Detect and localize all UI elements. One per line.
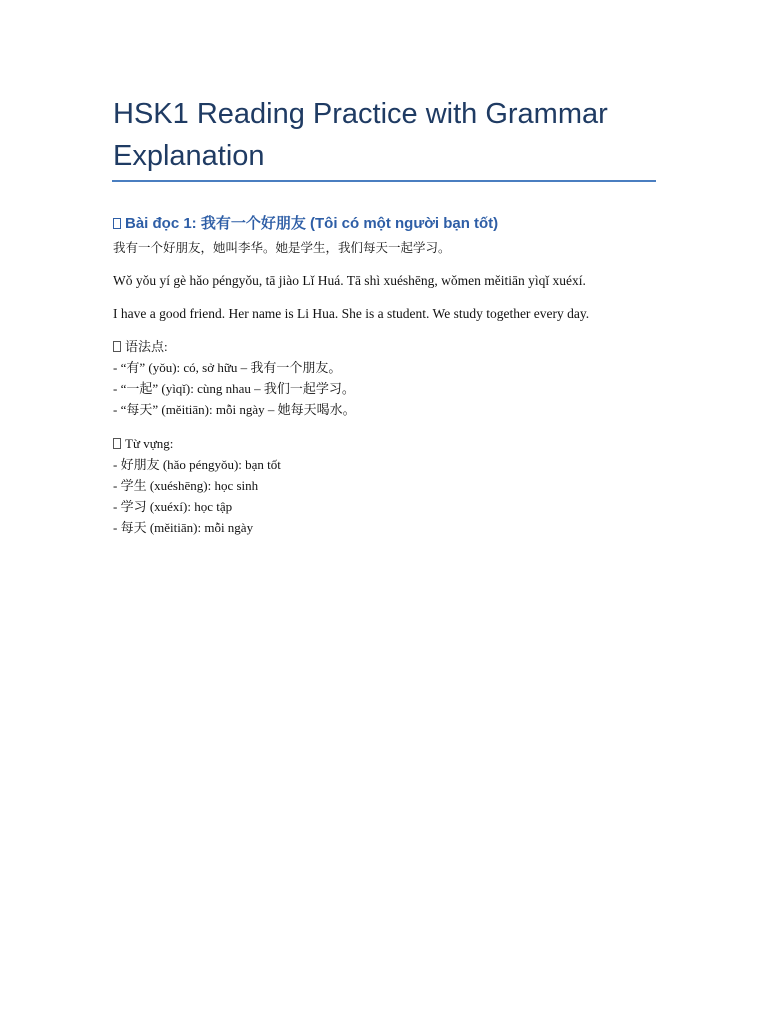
missing-glyph-icon — [113, 438, 121, 449]
vocabulary-label — [113, 433, 281, 454]
vocabulary-item: - 好朋友 (hǎo péngyǒu): bạn tốt — [113, 457, 281, 472]
grammar-label-text: 语法点: — [125, 339, 168, 354]
grammar-label — [113, 336, 356, 357]
grammar-item: - “一起” (yìqǐ): cùng nhau – 我们一起学习。 — [113, 381, 355, 396]
pinyin-text: Wǒ yǒu yí gè hǎo péngyǒu, tā jiào Lǐ Huá. Tā shì xuéshēng, wǒmen měitiān yìqǐ xuéxí. — [113, 273, 586, 288]
grammar-section — [113, 336, 356, 420]
title-underline — [112, 180, 656, 182]
english-text: I have a good friend. Her name is Li Hua. She is a student. We study together every day. — [113, 306, 590, 321]
document-title: HSK1 Reading Practice with Grammar Explanation — [113, 98, 608, 172]
vocabulary-label-text: Từ vựng: — [125, 436, 174, 451]
grammar-item: - “有” (yǒu): có, sở hữu – 我有一个朋友。 — [113, 360, 342, 375]
lesson-heading — [113, 213, 658, 235]
vocabulary-item: - 每天 (měitiān): mỗi ngày — [113, 520, 254, 535]
vocabulary-item: - 学生 (xuéshēng): học sinh — [113, 478, 259, 493]
grammar-item: - “每天” (měitiān): mỗi ngày – 她每天喝水。 — [113, 402, 356, 417]
vocabulary-section — [113, 433, 281, 538]
lesson-heading-text: Bài đọc 1: 我有一个好朋友 (Tôi có một người bạn tốt) — [125, 215, 499, 232]
missing-glyph-icon — [113, 218, 121, 229]
missing-glyph-icon — [113, 341, 121, 352]
chinese-text: 我有一个好朋友，她叫李华。她是学生，我们每天一起学习。 — [113, 240, 451, 255]
vocabulary-item: - 学习 (xuéxí): học tập — [113, 499, 233, 514]
